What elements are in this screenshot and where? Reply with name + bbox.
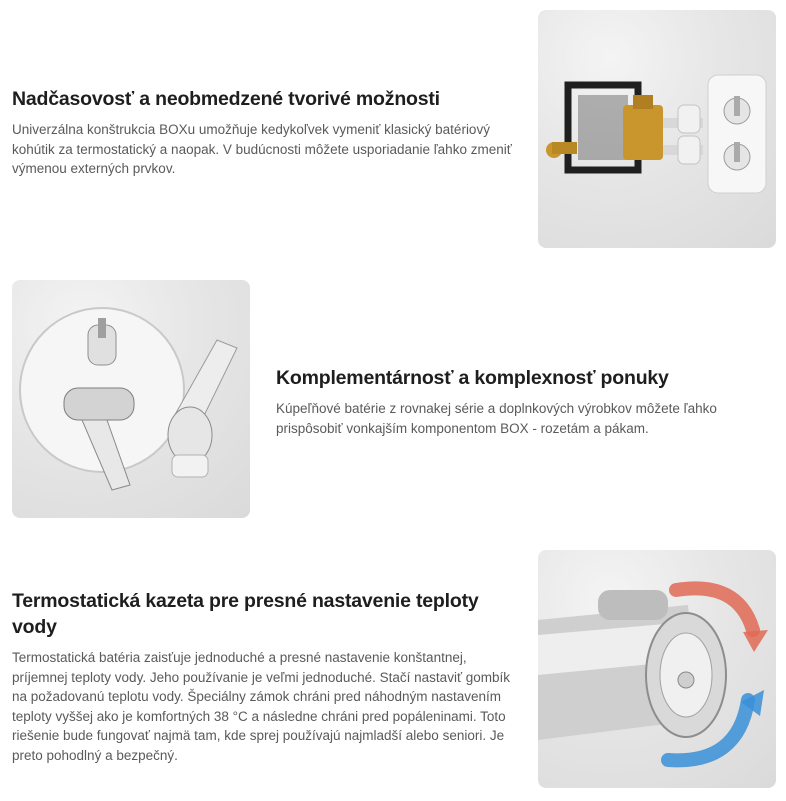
- feature-section-thermostatic: [12, 588, 512, 765]
- box-valve-illustration: [538, 10, 776, 248]
- box-concealed-valve-image: [538, 10, 776, 248]
- section-text: Univerzálna konštrukcia BOXu umožňuje kedykoľvek vymeniť klasický batériový kohútik za termostatický a naopak. V budúcnosti môžete usporiadanie ľahko zmeniť výmenou externých prvkov.: [12, 122, 512, 176]
- feature-section-complementary: [276, 365, 756, 438]
- section-title: Komplementárnosť a komplexnosť ponuky: [276, 367, 669, 389]
- thermostatic-cartridge-image: [538, 550, 776, 788]
- thermostat-illustration: [538, 550, 776, 788]
- bath-mixer-rosette-image: [12, 280, 250, 518]
- section-title: Nadčasovosť a neobmedzené tvorivé možnosti: [12, 88, 440, 110]
- rosette-lever-illustration: [12, 280, 250, 518]
- section-title: Termostatická kazeta pre presné nastavenie teploty vody: [12, 590, 479, 638]
- section-text: Kúpeľňové batérie z rovnakej série a doplnkových výrobkov môžete ľahko prispôsobiť vonkajším komponentom BOX - rozetám a pákam.: [276, 401, 717, 436]
- section-text: Termostatická batéria zaisťuje jednoduché a presné nastavenie konštantnej, príjemnej teploty vody. Jeho používanie je veľmi jednoduché. Stačí nastaviť gombík na požadovanú teplotu vody. Špeciálny zámok chráni pred náhodným nastavením teploty vyššej ako je komfortných 38 °C a následne chráni pred popáleninami. Toto riešenie bude fungovať najmä tam, kde sprej používajú najmladší alebo seniori. Je preto pohodlný a bezpečný.: [12, 650, 511, 763]
- feature-section-timeless: [12, 86, 512, 179]
